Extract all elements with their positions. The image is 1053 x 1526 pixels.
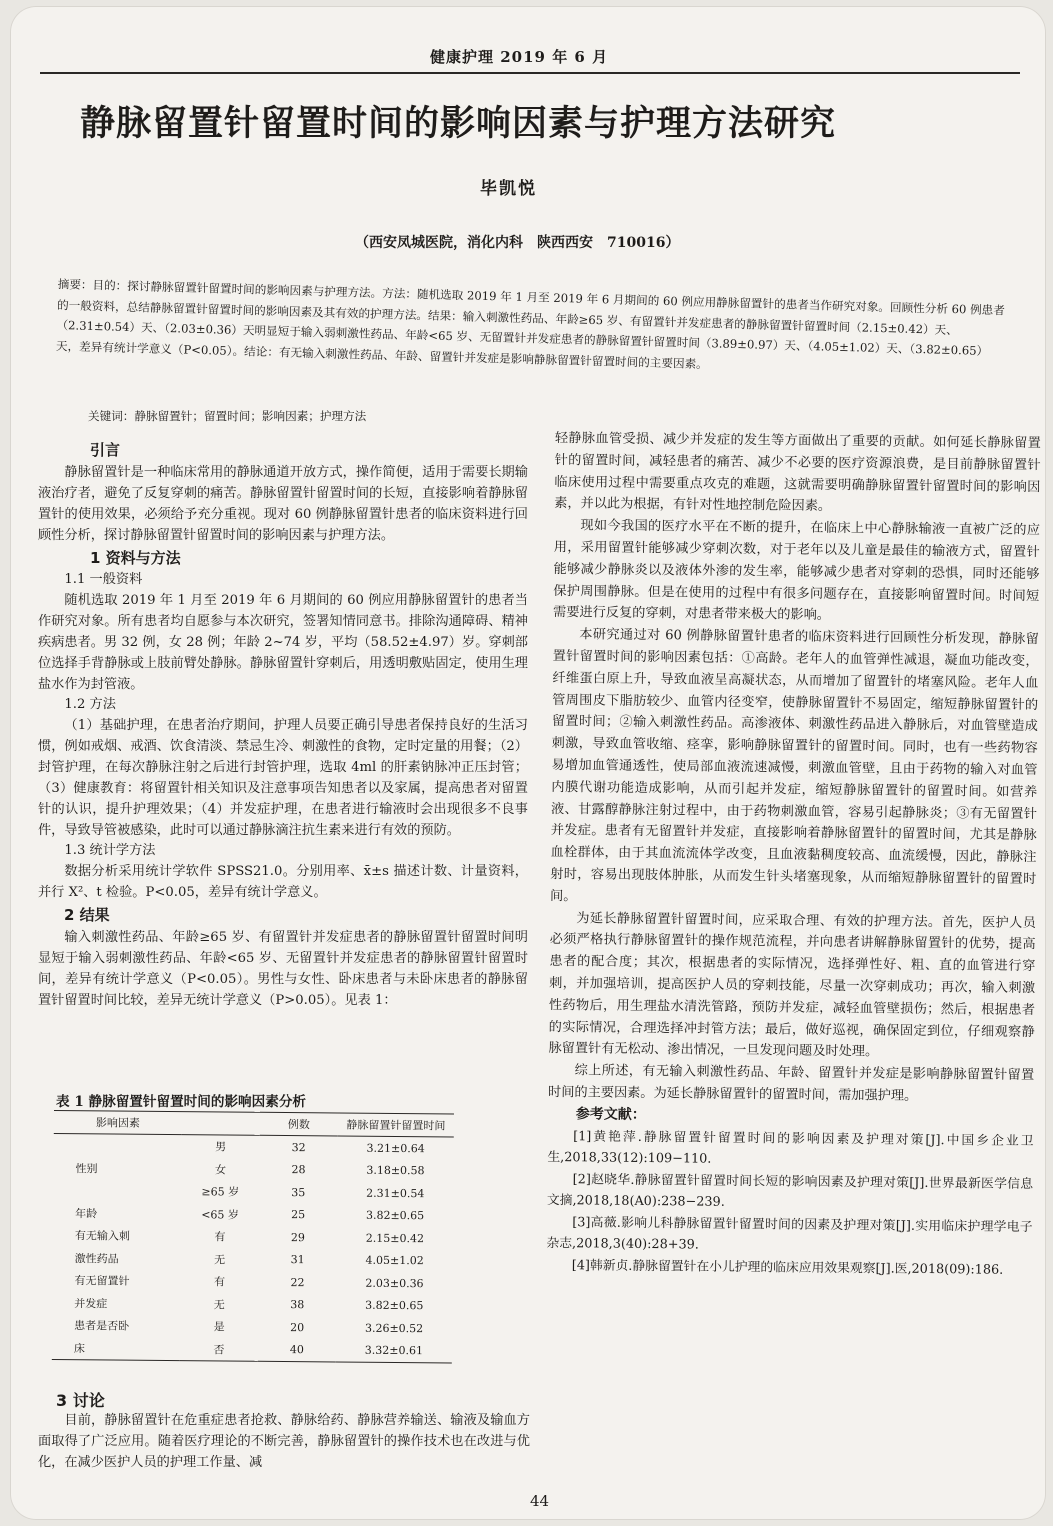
table-cell: 有无留置针 (74, 1274, 130, 1288)
table-cell (53, 1179, 181, 1203)
heading-section-3: 3 讨论 (56, 1391, 105, 1410)
intro-paragraph: 静脉留置针是一种临床常用的静脉通道开放方式，操作简便，适用于需要长期输液治疗者，避免了反复穿刺的痛苦。静脉留置针留置时间的长短，直接影响着静脉留置针的使用效果，必须给予充分重视。现对 60 例静脉留置针患者的临床资料进行回顾性分析，探讨静脉留置针留置时间的影响因素与护理方法。 (38, 465, 528, 543)
reference-item: [1]黄艳萍.静脉留置针留置时间的影响因素及护理对策[J].中国乡企业卫生,2018,33(12):109−110. (547, 1128, 1034, 1167)
heading-section-2: 2 结果 (64, 906, 110, 924)
table-row (52, 1336, 452, 1362)
table-cell: 20 (290, 1320, 305, 1334)
table-cell: 29 (290, 1230, 305, 1244)
table-header-row (54, 1111, 454, 1137)
table-cell: 28 (291, 1163, 306, 1177)
heading-section-1: 1 资料与方法 (90, 549, 181, 567)
article-title: 静脉留置针留置时间的影响因素与护理方法研究 (80, 104, 837, 144)
table-caption: 表 1 静脉留置针留置时间的影响因素分析 (56, 1094, 307, 1110)
keywords: 关键词：静脉留置针；留置时间；影响因素；护理方法 (88, 409, 367, 423)
table-cell: 有无输入刺 (74, 1229, 130, 1243)
table-cell: 3.32±0.61 (336, 1339, 452, 1363)
table-cell: 2.31±0.54 (366, 1186, 425, 1200)
table-cell: 女 (214, 1163, 227, 1177)
results-table (52, 1110, 454, 1363)
paragraph-2: 输入刺激性药品、年龄≥65 岁、有留置针并发症患者的静脉留置针留置时间明显短于输入弱刺激性药品、年龄<65 岁、无留置针并发症患者的静脉留置针留置时间，差异有统计学意义（P<0.05）。男性与女性、卧床患者与未卧床患者的静脉留置针留置时间比较，差异无统计学意义（P>0.05）。见表 1： (38, 930, 528, 1008)
table-header-cell: 例数 (260, 1112, 338, 1136)
article-affiliation: （西安凤城医院，消化内科 陕西西安 710016） (355, 235, 680, 251)
table-cell: 3.82±0.65 (365, 1298, 424, 1313)
paragraph-3: 目前，静脉留置针在危重症患者抢救、静脉给药、静脉营养输送、输液及输血方面取得了广泛应用。随着医疗理论的不断完善，静脉留置针的操作技术也在改进与优化，在减少医护人员的护理工作量、减 (38, 1413, 530, 1470)
table-cell: 床 (52, 1336, 180, 1360)
table-cell: 性别 (75, 1161, 98, 1176)
table-cell: 2.15±0.42 (365, 1231, 425, 1245)
abstract-text: 摘要：目的：探讨静脉留置针留置时间的影响因素与护理方法。方法：随机选取 2019 年 1 月至 2019 年 6 月期间的 60 例应用静脉留置针的患者当作研究对象。回顾性分析 60 例患者的一般资料，总结静脉留置针留置时间的影响因素及其有效的护理方法。结果：输入刺激性药品、年龄≥65 岁、有留置针并发症患者的静脉留置针留置时间（2.15±0.42）天、（2.31±0.54）天、（2.03±0.36）天明显短于输入弱刺激性药品、年龄<65 岁、无留置针并发症患者的静脉留置针留置时间（3.89±0.97）天、（4.05±1.02）天、（3.82±0.65）天，差异有统计学意义（P<0.05）。结论：有无输入刺激性药品、年龄、留置针并发症是影响静脉留置针留置时间的主要因素。 (55, 276, 1006, 371)
table-header-cell (182, 1112, 260, 1136)
table-cell: 31 (290, 1253, 305, 1267)
table-cell: 2.03±0.36 (365, 1276, 424, 1290)
table-cell: 无 (213, 1298, 225, 1312)
table-cell: 22 (290, 1275, 305, 1289)
table-cell (54, 1133, 182, 1157)
heading-1-3: 1.3 统计学方法 (64, 843, 156, 858)
table-cell: 38 (290, 1298, 305, 1312)
table-cell: 无 (214, 1253, 226, 1267)
heading-1-2: 1.2 方法 (64, 697, 116, 712)
reference-item: [3]高薇.影响儿科静脉留置针留置时间的因素及护理对策[J].实用临床护理学电子杂志,2018,3(40):28+39. (546, 1214, 1033, 1253)
abstract (56, 274, 1008, 382)
table-row (54, 1133, 454, 1159)
reference-item: [2]赵晓华.静脉留置针留置时间长短的影响因素及护理对策[J].世界最新医学信息文摘,2018,18(A0):238−239. (546, 1171, 1034, 1210)
journal-page (10, 6, 1046, 1520)
table-cell: 35 (291, 1185, 306, 1199)
paragraph-1-3: 数据分析采用统计学软件 SPSS21.0。分别用率、x̄±s 描述计数、计量资料，并行 X²、t 检验。P<0.05，差异有统计学意义。 (38, 864, 528, 900)
paragraph-r2: 现如今我国的医疗水平在不断的提升，在临床上中心静脉输液一直被广泛的应用，采用留置针能够减少穿刺次数，对于老年以及儿童是最佳的输液方式，留置针能够减少静脉炎以及液体外渗的发生率，能够减少患者对穿刺的恐惧，同时还能够保护周围静脉。但是在使用的过程中有很多问题存在，直接影响留置时间。时间短需要进行反复的穿刺，对患者带来极大的影响。 (552, 518, 1041, 624)
page-number: 44 (530, 1492, 550, 1510)
table-cell: 有 (214, 1230, 226, 1244)
table-cell: <65 岁 (201, 1208, 240, 1222)
table-cell: 患者是否卧 (74, 1319, 130, 1333)
table-cell: 4.05±1.02 (365, 1253, 424, 1268)
table-cell: 3.21±0.64 (366, 1141, 425, 1155)
table-cell: 25 (291, 1208, 306, 1222)
paragraph-r1: 轻静脉血管受损、减少并发症的发生等方面做出了重要的贡献。如何延长静脉留置针的留置时间，减轻患者的痛苦、减少不必要的医疗资源浪费，是目前静脉留置针临床使用过程中需要重点攻克的难题，这就需要明确静脉留置针留置时间的影响因素，并以此为根据，有针对性地控制危险因素。 (554, 430, 1041, 515)
heading-1-1: 1.1 一般资料 (64, 572, 143, 587)
paragraph-r4: 为延长静脉留置针留置时间，应采取合理、有效的护理方法。首先，医护人员必须严格执行静脉留置针的操作规范流程，并向患者讲解静脉留置针的优势，提高患者的配合度；其次，根据患者的实际情况，选择弹性好、粗、直的血管进行穿刺，并加强培训，提高医护人员的穿刺技能，尽量一次穿刺成功；再次，输入刺激性药物后，用生理盐水清洗管路，预防并发症，减轻血管壁损伤；然后，根据患者的实际情况，合理选择冲封管方法；最后，做好巡视，确保固定到位，仔细观察静脉留置针有无松动、渗出情况，一旦发现问题及时处理。 (548, 910, 1036, 1060)
table-cell: 激性药品 (74, 1251, 119, 1266)
table-cell: 并发症 (74, 1296, 108, 1311)
reference-item: [4]韩新贞.静脉留置针在小儿护理的临床应用效果观察[J].医,2018(09):186. (571, 1257, 1004, 1278)
table-cell: 是 (213, 1320, 225, 1334)
table-cell: 3.82±0.65 (365, 1208, 425, 1223)
table-cell: 否 (180, 1338, 258, 1362)
paragraph-1-2: （1）基础护理，在患者治疗期间，护理人员要正确引导患者保持良好的生活习惯，例如戒烟、戒酒、饮食清淡、禁忌生冷、刺激性的食物，定时定量的用餐；（2）封管护理，在每次静脉注射之后进行封管护理，选取 4ml 的肝素钠脉冲正压封管；（3）健康教育：将留置针相关知识及注意事项告知患者以及家属，提高患者对留置针的认识，提升护理效果；（4）并发症护理，在患者进行输液时会出现很多不良事件，导致导管被感染，此时可以通过静脉滴注抗生素来进行有效的预防。 (38, 718, 528, 838)
article-author: 毕凯悦 (480, 179, 537, 199)
table-body (52, 1133, 454, 1362)
table-cell: 3.26±0.52 (364, 1321, 424, 1335)
table-cell: 40 (258, 1338, 336, 1362)
table-header-cell: 静脉留置针留置时间 (338, 1113, 454, 1137)
references-heading: 参考文献： (575, 1105, 646, 1123)
table-cell: 32 (291, 1140, 306, 1154)
table-cell: 3.18±0.58 (366, 1163, 425, 1178)
journal-header: 健康护理 2019 年 6 月 (430, 48, 609, 66)
table-cell: 年龄 (75, 1206, 98, 1221)
left-column (38, 438, 528, 1011)
discussion-block (38, 1410, 530, 1473)
right-column (546, 428, 1041, 1281)
header-rule (40, 72, 1020, 74)
paragraph-1-1: 随机选取 2019 年 1 月至 2019 年 6 月期间的 60 例应用静脉留置针的患者当作研究对象。所有患者均自愿参与本次研究，签署知情同意书。排除沟通障碍、精神疾病患者。男 32 例，女 28 例；年龄 2~74 岁，平均（58.52±4.97）岁。穿刺部位选择手背静脉或上肢前臂处静脉。静脉留置针穿刺后，用透明敷贴固定，使用生理盐水作为封管液。 (38, 593, 528, 692)
heading-intro: 引言 (90, 441, 121, 459)
table-cell: ≥65 岁 (201, 1185, 240, 1199)
table-header-cell: 影响因素 (54, 1111, 182, 1135)
paragraph-r5: 综上所述，有无输入刺激性药品、年龄、留置针并发症是影响静脉留置针留置时间的主要因素。为延长静脉留置针的留置时间，需加强护理。 (547, 1063, 1035, 1104)
paragraph-r3: 本研究通过对 60 例静脉留置针患者的临床资料进行回顾性分析发现，静脉留置针留置时间的影响因素包括：①高龄。老年人的血管弹性减退，凝血功能改变，纤维蛋白原上升，导致血液呈高凝状态，从而增加了留置针的堵塞风险。老年人血管周围皮下脂肪较少、血管内径变窄，使静脉留置针不易固定，缩短静脉留置针的留置时间；②输入刺激性药品。高渗液体、刺激性药品进入静脉后，对血管壁造成刺激，导致血管收缩、痉挛，影响静脉留置针的留置时间。同时，也有一些药物容易增加血管通透性，使局部血液流速减慢，刺激血管壁，且由于药物的输入对血管内膜代谢功能造成影响，从而引起并发症，缩短静脉留置针的留置时间。如营养液、甘露醇静脉注射过程中，由于药物刺激血管，容易引起静脉炎；③有无留置针并发症。患者有无留置针并发症，直接影响着静脉留置针的留置时间，尤其是静脉血栓群体，由于其血流流体学改变，且血液黏稠度较高、血流缓慢，因此，静脉注射时，容易出现肢体肿胀，从而发生针头堵塞现象，从而缩短静脉留置针的留置时间。 (550, 627, 1039, 904)
table-cell: 有 (213, 1275, 226, 1289)
table-cell: 男 (215, 1140, 227, 1154)
